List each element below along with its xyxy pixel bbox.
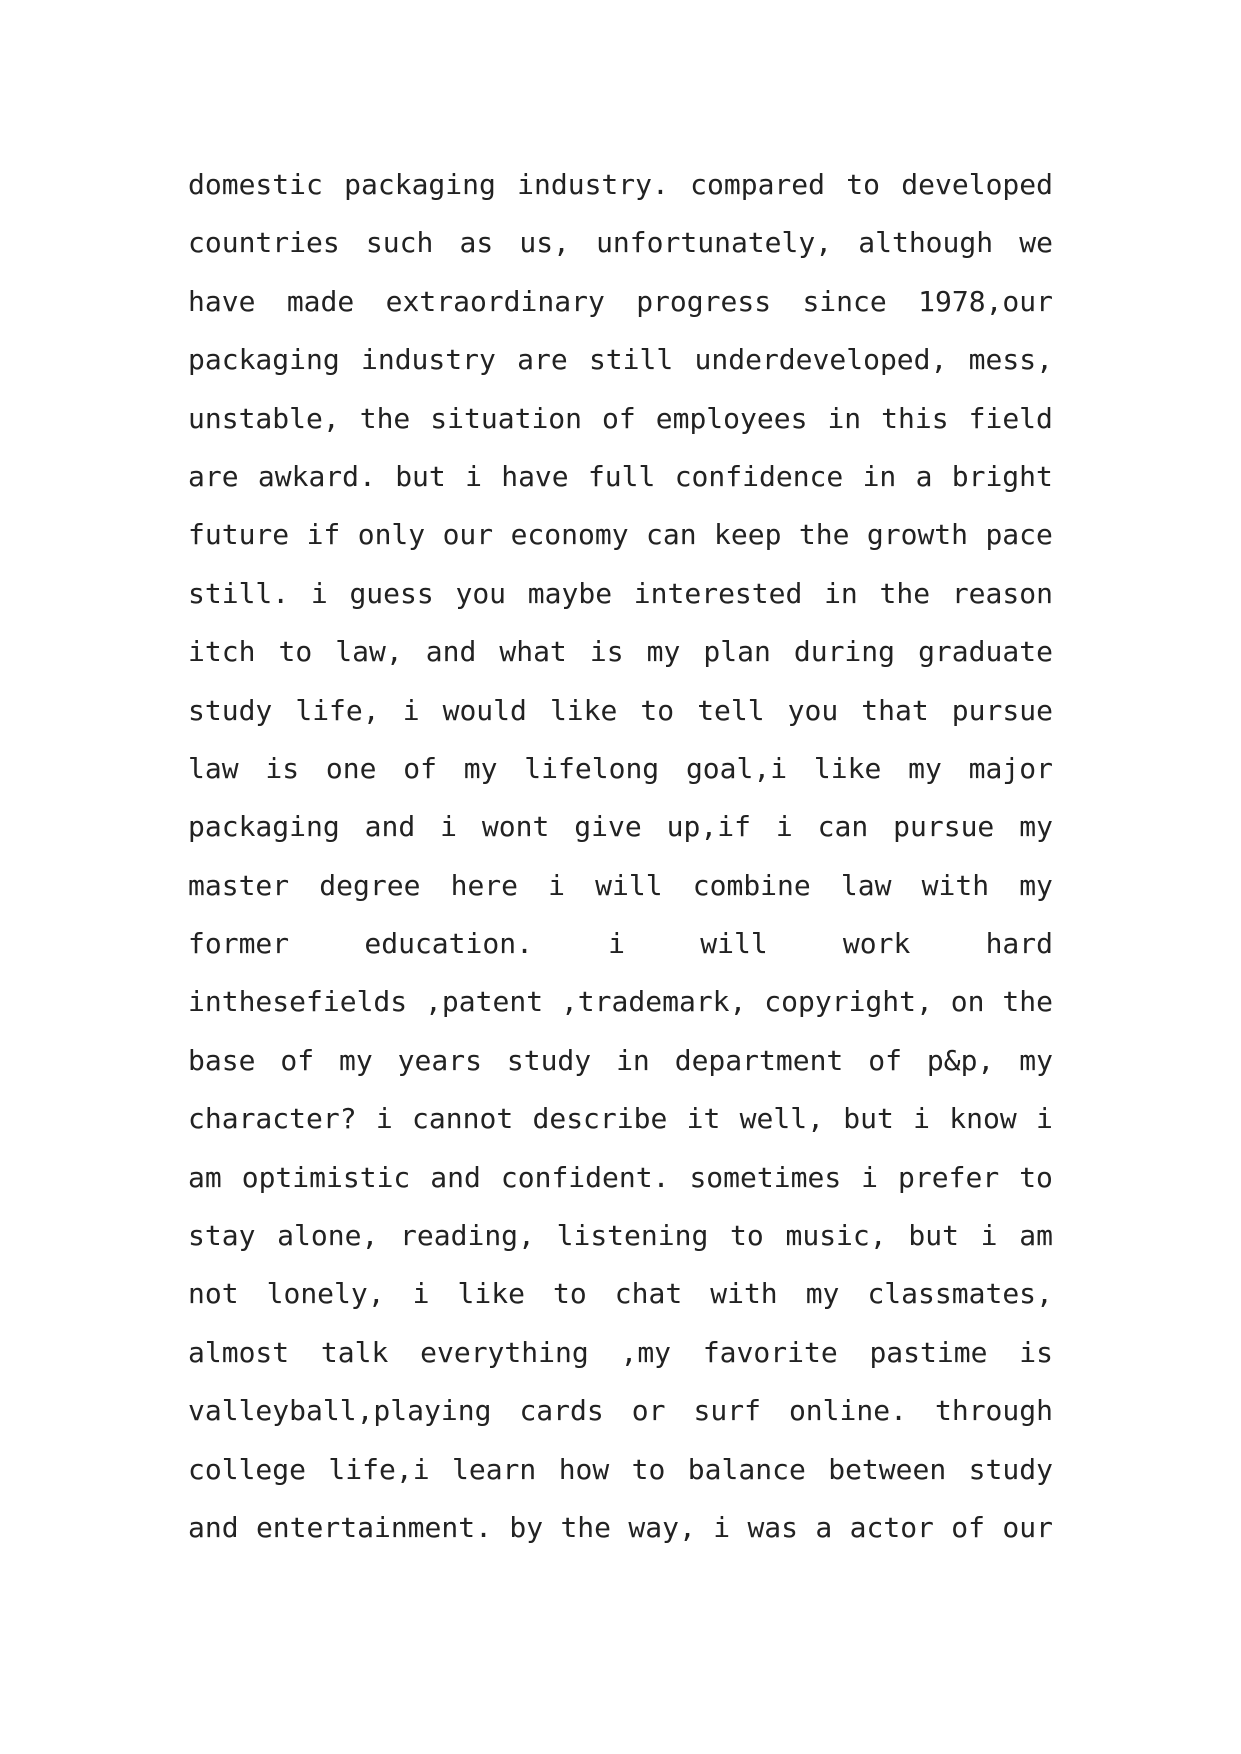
text-line <box>188 1274 1053 1332</box>
text-line <box>188 282 1053 340</box>
word: graduate <box>918 635 1053 669</box>
word: countries <box>188 226 340 260</box>
word: i <box>402 693 420 727</box>
word: through <box>934 1394 1053 1428</box>
word: way, <box>628 1510 696 1544</box>
word: law, <box>335 635 403 669</box>
word: classmates, <box>867 1277 1053 1311</box>
word: describe <box>532 1102 668 1136</box>
word: wont <box>481 810 550 844</box>
word: by <box>509 1510 544 1544</box>
text-line <box>188 924 1053 982</box>
word: our <box>442 518 494 552</box>
word: learn <box>451 1452 537 1486</box>
word: former <box>188 927 290 961</box>
word: hard <box>985 927 1053 961</box>
text-line <box>188 632 1053 690</box>
word: ,patent <box>425 985 544 1019</box>
word: combine <box>692 868 811 902</box>
word: but <box>395 459 446 493</box>
word: to <box>846 168 880 201</box>
text-line <box>188 1158 1053 1216</box>
text-line <box>188 1333 1053 1391</box>
word: inthesefields <box>188 985 408 1019</box>
word: alone, <box>277 1219 379 1253</box>
word: this <box>881 401 949 435</box>
word: that <box>861 693 929 727</box>
word: i <box>412 1277 430 1311</box>
word: full <box>587 459 656 493</box>
word: confidence <box>674 459 844 493</box>
word: on <box>950 985 985 1019</box>
word: field <box>968 401 1053 435</box>
word: to <box>640 693 675 727</box>
word: of <box>403 751 437 785</box>
word: and <box>364 810 416 844</box>
text-line <box>188 807 1053 865</box>
word: and <box>430 1160 481 1194</box>
word: pastime <box>869 1335 988 1369</box>
word: between <box>828 1452 947 1486</box>
word: everything <box>420 1335 589 1369</box>
word: employees <box>655 401 808 435</box>
word: i <box>608 927 626 961</box>
word: i <box>465 459 482 493</box>
word: a <box>915 459 933 493</box>
word: mess, <box>968 343 1053 377</box>
word: if <box>306 518 341 552</box>
word: and <box>425 635 477 669</box>
word: cannot <box>412 1102 514 1136</box>
word: can <box>817 810 869 844</box>
word: surf <box>693 1394 761 1428</box>
word: favorite <box>702 1335 838 1369</box>
word: my <box>463 751 498 785</box>
text-line <box>188 1391 1053 1449</box>
word: character? <box>188 1102 357 1136</box>
word: am <box>1019 1219 1053 1253</box>
word: i <box>1036 1102 1053 1136</box>
word: my <box>1019 1043 1053 1077</box>
word: study <box>968 1452 1053 1486</box>
word: i <box>775 810 793 844</box>
word: life, <box>295 693 380 727</box>
word: i <box>861 1160 879 1194</box>
text-line <box>188 515 1053 573</box>
word: packaging <box>188 343 340 377</box>
word: well, <box>739 1102 824 1136</box>
word: what <box>499 635 567 669</box>
word: my <box>646 635 681 669</box>
word: know <box>949 1102 1017 1136</box>
word: i <box>310 576 328 610</box>
text-line <box>188 691 1053 749</box>
word: lonely, <box>266 1277 385 1311</box>
word: law <box>188 751 239 785</box>
word: will <box>595 868 663 902</box>
word: made <box>286 284 355 318</box>
word: one <box>325 751 377 785</box>
word: of <box>951 1510 986 1544</box>
word: i <box>548 868 566 902</box>
word: interested <box>633 576 803 610</box>
text-line <box>188 982 1053 1040</box>
word: goal,i <box>685 751 788 785</box>
word: but <box>908 1219 959 1253</box>
word: unstable, <box>188 401 340 435</box>
word: education. <box>364 927 533 961</box>
word: with <box>921 868 990 902</box>
word: us, <box>519 226 570 260</box>
word: but <box>843 1102 894 1136</box>
word: our <box>1002 1510 1053 1544</box>
word: pursue <box>951 693 1053 727</box>
word: i <box>375 1102 393 1136</box>
word: are <box>517 343 568 377</box>
word: sometimes <box>689 1160 842 1194</box>
word: listening <box>556 1219 709 1253</box>
word: my <box>908 751 942 785</box>
word: still. <box>188 576 290 610</box>
word: of <box>868 1043 902 1077</box>
word: i <box>440 810 457 844</box>
word: pace <box>985 518 1053 552</box>
word: my <box>339 1043 373 1077</box>
word: situation <box>430 401 583 435</box>
word: maybe <box>527 576 613 610</box>
word: base <box>188 1043 256 1077</box>
word: only <box>357 518 426 552</box>
word: not <box>188 1277 239 1311</box>
word: industry <box>360 343 496 377</box>
word: i <box>913 1102 930 1136</box>
word: almost <box>188 1335 290 1369</box>
word: ,trademark, <box>560 985 747 1019</box>
word: bright <box>951 459 1053 493</box>
word: is <box>1019 1335 1053 1369</box>
word: p&p, <box>926 1043 995 1077</box>
word: like <box>549 693 618 727</box>
word: tell <box>697 693 765 727</box>
word: as <box>459 226 494 260</box>
word: although <box>858 226 994 260</box>
text-line <box>188 1450 1053 1508</box>
word: underdeveloped, <box>694 343 948 377</box>
word: study <box>506 1043 592 1077</box>
word: was <box>747 1510 799 1544</box>
word: compared <box>690 168 825 201</box>
word: optimistic <box>241 1160 411 1194</box>
word: plan <box>703 635 771 669</box>
word: 1978,our <box>918 284 1053 318</box>
text-line <box>188 1041 1053 1099</box>
word: major <box>968 751 1053 785</box>
word: with <box>710 1277 778 1311</box>
word: the <box>798 518 850 552</box>
word: are <box>188 459 239 493</box>
word: copyright, <box>764 985 933 1019</box>
word: in <box>824 576 858 610</box>
word: college <box>188 1452 307 1486</box>
word: here <box>450 868 519 902</box>
body-text <box>188 165 1053 1566</box>
word: still <box>588 343 674 377</box>
word: will <box>700 927 768 961</box>
word: the <box>359 401 411 435</box>
word: a <box>815 1510 833 1544</box>
word: packaging <box>188 810 340 844</box>
word: you <box>787 693 839 727</box>
word: or <box>631 1394 666 1428</box>
word: we <box>1019 226 1053 260</box>
word: master <box>188 868 290 902</box>
word: like <box>457 1277 525 1311</box>
word: economy <box>510 518 629 552</box>
word: since <box>802 284 887 318</box>
word: i <box>980 1219 998 1253</box>
word: it <box>686 1102 721 1136</box>
word: talk <box>320 1335 389 1369</box>
word: would <box>442 693 527 727</box>
word: up,if <box>666 810 751 844</box>
word: prefer <box>898 1160 1000 1194</box>
word: chat <box>614 1277 683 1311</box>
word: my <box>805 1277 840 1311</box>
word: valleyball,playing <box>188 1394 492 1428</box>
word: work <box>842 927 911 961</box>
word: my <box>1019 810 1053 844</box>
word: online. <box>788 1394 907 1428</box>
word: law <box>840 868 892 902</box>
word: to <box>631 1452 666 1486</box>
word: in <box>616 1043 650 1077</box>
word: the <box>1002 985 1053 1019</box>
word: degree <box>319 868 421 902</box>
word: extraordinary <box>385 284 605 318</box>
word: packaging <box>344 168 496 201</box>
word: entertainment. <box>255 1510 492 1544</box>
word: i <box>713 1510 731 1544</box>
text-line <box>188 1508 1053 1566</box>
text-line <box>188 749 1053 807</box>
text-line <box>188 340 1053 398</box>
word: is <box>589 635 624 669</box>
word: can <box>646 518 697 552</box>
word: the <box>879 576 931 610</box>
word: department <box>674 1043 844 1077</box>
word: actor <box>849 1510 934 1544</box>
word: have <box>188 284 256 318</box>
word: in <box>827 401 862 435</box>
word: during <box>793 635 896 669</box>
word: is <box>265 751 300 785</box>
word: study <box>188 693 273 727</box>
word: to <box>1019 1160 1053 1194</box>
word: lifelong <box>524 751 660 785</box>
text-line <box>188 1216 1053 1274</box>
word: growth <box>866 518 969 552</box>
word: of <box>280 1043 315 1077</box>
word: have <box>501 459 569 493</box>
word: guess <box>349 576 434 610</box>
word: unfortunately, <box>596 226 833 260</box>
word: balance <box>687 1452 806 1486</box>
word: my <box>1019 868 1053 902</box>
word: in <box>862 459 897 493</box>
word: future <box>188 518 290 552</box>
word: pursue <box>893 810 995 844</box>
text-line <box>188 223 1053 281</box>
text-line <box>188 574 1053 632</box>
word: you <box>455 576 507 610</box>
word: like <box>813 751 882 785</box>
word: keep <box>714 518 782 552</box>
word: itch <box>188 635 256 669</box>
word: and <box>188 1510 239 1544</box>
text-line <box>188 457 1053 515</box>
word: years <box>397 1043 482 1077</box>
word: confident. <box>500 1160 670 1194</box>
word: developed <box>901 168 1053 201</box>
word: am <box>188 1160 222 1194</box>
text-line <box>188 1099 1053 1157</box>
text-line <box>188 866 1053 924</box>
word: life,i <box>328 1452 430 1486</box>
word: ,my <box>620 1335 672 1369</box>
word: reason <box>951 576 1053 610</box>
word: of <box>602 401 636 435</box>
text-line <box>188 399 1053 457</box>
word: awkard. <box>257 459 376 493</box>
word: to <box>553 1277 587 1311</box>
word: music, <box>785 1219 887 1253</box>
word: cards <box>519 1394 604 1428</box>
word: to <box>278 635 313 669</box>
word: industry. <box>517 168 669 201</box>
word: how <box>558 1452 610 1486</box>
word: the <box>560 1510 612 1544</box>
word: to <box>730 1219 764 1253</box>
word: give <box>574 810 642 844</box>
word: such <box>365 226 434 260</box>
word: stay <box>188 1219 256 1253</box>
word: progress <box>636 284 772 318</box>
word: domestic <box>188 168 323 201</box>
word: reading, <box>400 1219 535 1253</box>
text-line <box>188 165 1053 223</box>
